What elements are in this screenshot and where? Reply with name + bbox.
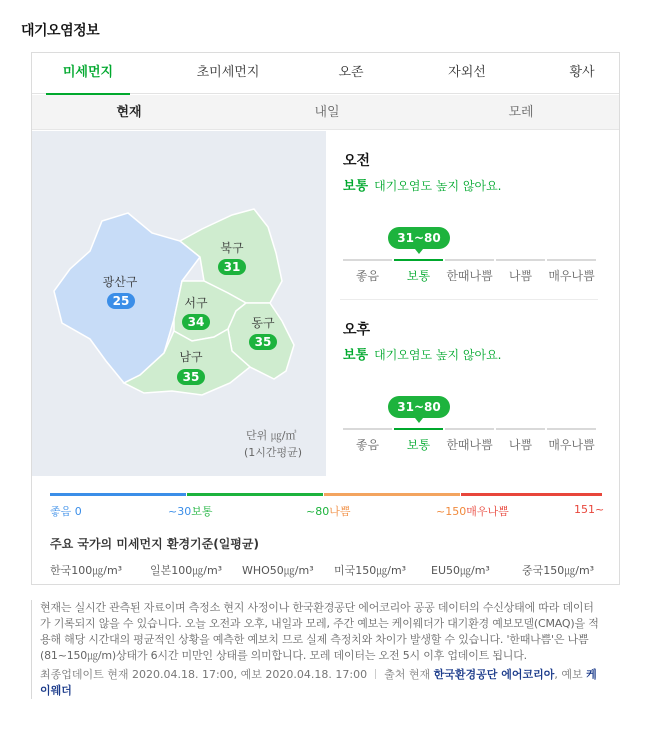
legend-bar-very-bad [461,493,602,496]
notice-text: 현재는 실시간 관측된 자료이며 측정소 현지 사정이나 한국환경공단 에어코리아 공공 데이터의 수신상태에 따라 데이터가 기록되지 않을 수 있습니다. 오늘 오전과 오후, 내일과 모레, 주간 예보는 케이웨더가 대기환경 예보모델(CMAQ)을 적용해 해당 시간대의 평균적인 상황을 예측한 예보치 므로 실제 측정치와 차이가 발생할 수 있습니다. '한때나쁨'은 나쁨(81~150㎍/m)상태가 6시간 미만인 상태를 의미합니다. 모레 데이터는 오전 5시 이후 업데이트 됩니다. [40,601,599,662]
legend-label-bad: ~80나쁨 [306,505,351,518]
update-info [40,667,601,699]
district-value: 34 [187,315,205,329]
district-value: 25 [112,294,130,308]
unit-label: 단위 ㎍/㎥ [246,429,297,442]
grade-description: 대기오염도 높지 않아요. [374,348,502,362]
forecast-pm [340,300,598,476]
district-value: 35 [254,335,272,349]
scale-bad: 나쁨 [496,428,545,456]
legend-label-normal: ~30보통 [168,505,213,518]
district-map-svg [32,131,326,476]
update-time: 최종업데이트 현재 2020.04.18. 17:00, 예보 2020.04.18. 17:00 [40,668,368,681]
district-value: 31 [223,260,241,274]
district-name: 남구 [179,350,203,364]
district-name: 서구 [184,296,208,310]
scale-sometimes-bad: 한때나쁨 [445,259,494,287]
scale-good: 좋음 [343,428,392,456]
legend-label-max: 151~ [574,503,605,516]
standard-korea: 한국100㎍/m³ [50,564,123,577]
scale-sometimes-bad: 한때나쁨 [445,428,494,456]
forecast-am [340,131,598,300]
standard-who: WHO50㎍/m³ [242,564,314,577]
status-line [343,175,502,194]
divider [375,669,376,679]
district-map [32,131,326,476]
page-title: 대기오염정보 [21,23,100,39]
country-standards [50,535,602,582]
source-label: 출처 현재 [384,668,431,681]
scale-very-bad: 매우나쁨 [547,259,596,287]
standards-row [50,562,602,582]
standard-usa: 미국150㎍/m³ [334,564,407,577]
district-name: 동구 [251,316,275,330]
source-airkorea-link[interactable]: 한국환경공단 에어코리아 [433,668,555,681]
district-value: 35 [182,370,200,384]
standard-china: 중국150㎍/m³ [522,564,595,577]
grade-text: 보통 [343,348,369,363]
tab-day-after[interactable]: 모레 [508,105,534,120]
forecast-panel [326,131,619,476]
standard-japan: 일본100㎍/m³ [150,564,223,577]
tab-fine-dust[interactable]: 미세먼지 [46,53,130,94]
tab-yellow-dust[interactable]: 황사 [569,65,595,80]
period-title: 오전 [343,153,371,169]
standard-eu: EU50㎍/m³ [431,564,490,577]
grade-legend [50,493,605,533]
period-title: 오후 [343,322,371,338]
scale-normal: 보통 [394,259,443,287]
scale-bad: 나쁨 [496,259,545,287]
district-name: 광산구 [102,275,138,289]
range-badge: 31~80 [388,396,450,418]
range-badge: 31~80 [388,227,450,249]
grade-text: 보통 [343,179,369,194]
tab-uv[interactable]: 자외선 [448,65,486,80]
legend-bar-good [50,493,186,496]
source-kweather-link[interactable]: 케이웨더 [40,668,597,697]
map-unit [246,427,302,461]
standards-title: 주요 국가의 미세먼지 환경기준(일평균) [50,537,259,551]
unit-average: (1시간평균) [244,446,303,459]
legend-bar-bad [324,493,460,496]
tab-tomorrow[interactable]: 내일 [314,105,340,120]
tab-ultrafine-dust[interactable]: 초미세먼지 [196,65,260,80]
tab-ozone[interactable]: 오존 [338,65,364,80]
scale-good: 좋음 [343,259,392,287]
district-name: 북구 [220,241,244,255]
legend-label-good: 좋음 0 [50,505,82,518]
scale-normal: 보통 [394,428,443,456]
pollutant-tabs [32,53,619,94]
day-tabs [32,95,619,130]
scale-very-bad: 매우나쁨 [547,428,596,456]
grade-scale [343,259,597,289]
status-line [343,344,502,363]
air-quality-card [31,52,620,585]
source-mid: , 예보 [554,668,583,681]
legend-label-very-bad: ~150매우나쁨 [436,505,509,518]
grade-description: 대기오염도 높지 않아요. [374,179,502,193]
grade-scale [343,428,597,458]
legend-bar-normal [187,493,323,496]
notice-box [31,600,601,699]
tab-now[interactable]: 현재 [116,105,142,120]
